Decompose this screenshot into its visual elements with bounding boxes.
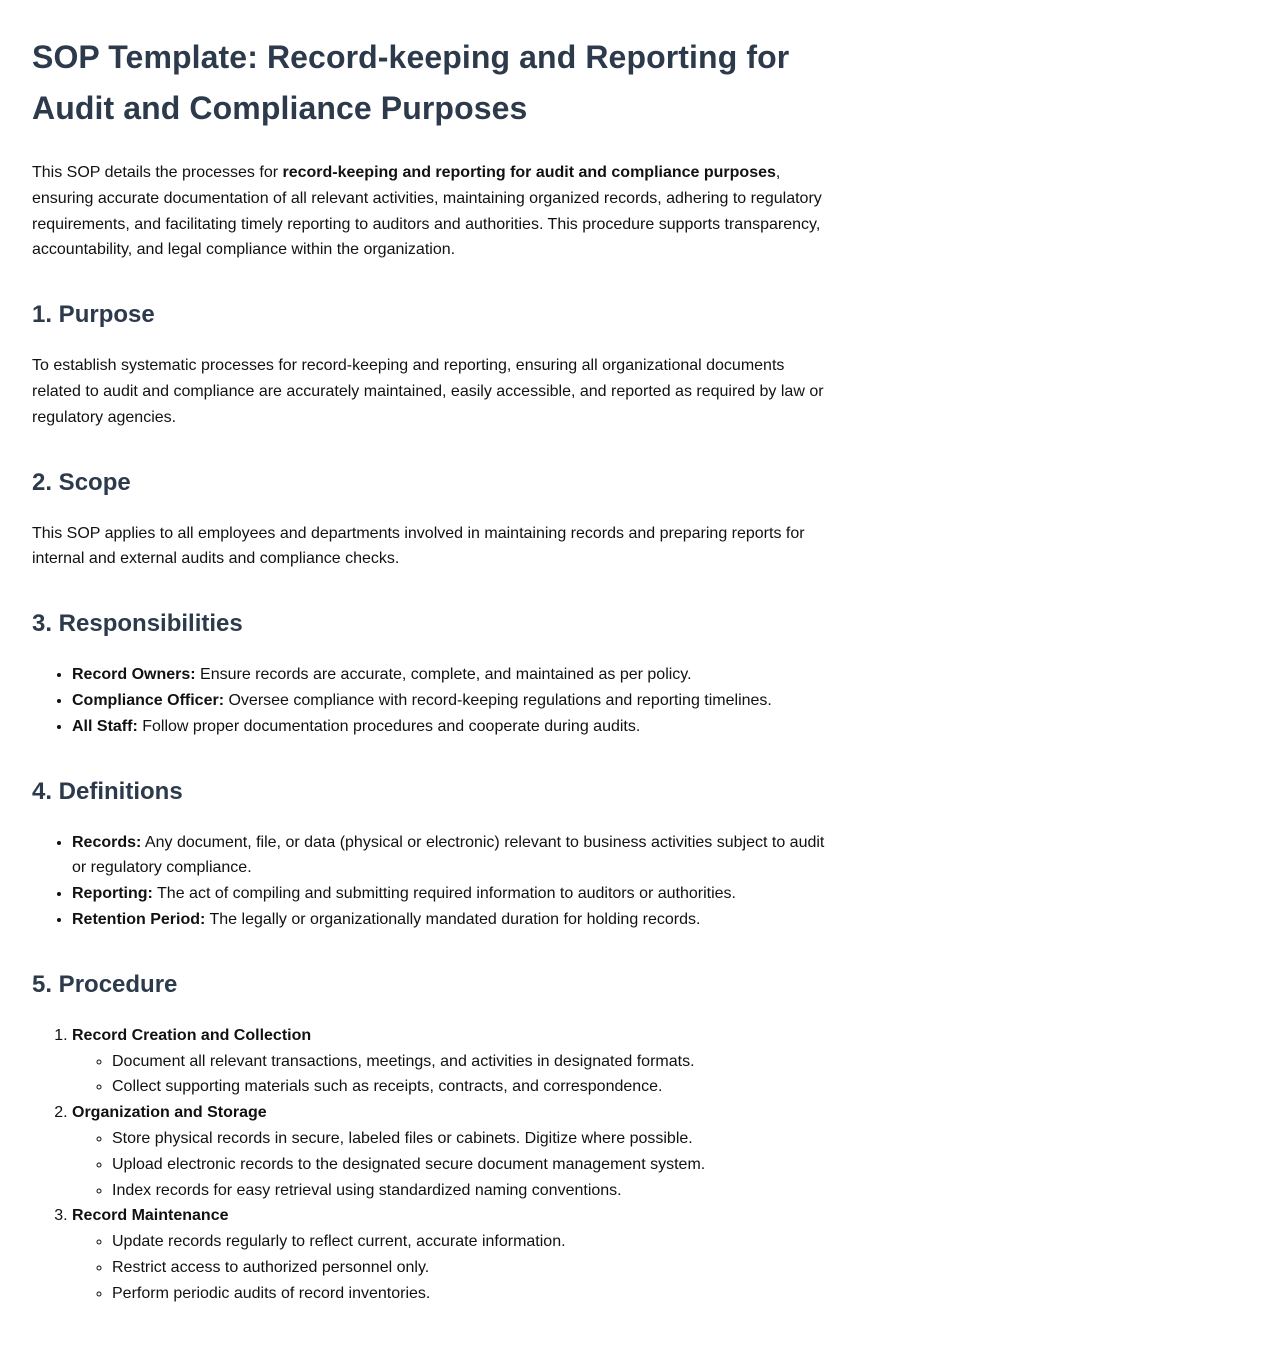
definitions-heading: 4. Definitions [32, 777, 183, 805]
purpose-heading: 1. Purpose [32, 301, 155, 329]
list-item: ◦ Store physical records in secure, labeled files or cabinets. Digitize where possible. [112, 1126, 832, 1152]
list-item-desc: The legally or organizationally mandated duration for holding records. [205, 910, 701, 928]
list-item [72, 714, 832, 740]
scope-heading: 2. Scope [32, 468, 131, 496]
list-item: ◦ Upload electronic records to the designated secure document management system. [112, 1152, 832, 1178]
procedure-substeps [72, 1126, 832, 1203]
responsibilities-heading: 3. Responsibilities [32, 610, 243, 638]
list-item [72, 662, 832, 688]
list-item: ◦ Update records regularly to reflect current, accurate information. [112, 1229, 832, 1255]
list-item: ◦ Perform periodic audits of record inventories. [112, 1281, 832, 1307]
list-item: ◦ Document all relevant transactions, meetings, and activities in designated formats. [112, 1049, 832, 1075]
procedure-step-title: Record Maintenance [72, 1207, 229, 1225]
list-item-desc: Any document, file, or data (physical or electronic) relevant to business activities subject to audit or regulatory compliance. [72, 833, 825, 877]
list-item [72, 830, 832, 882]
page-title: SOP Template: Record-keeping and Reporting for Audit and Compliance Purposes [32, 39, 790, 126]
definitions-list [32, 830, 832, 933]
list-item: ◦ Restrict access to authorized personnel only. [112, 1255, 832, 1281]
procedure-step-title: Record Creation and Collection [72, 1026, 312, 1044]
responsibilities-list [32, 662, 832, 739]
procedure-steps [32, 1023, 832, 1307]
procedure-substeps [72, 1229, 832, 1306]
procedure-step [72, 1023, 832, 1100]
list-item-term: Compliance Officer: [72, 691, 225, 709]
intro-text-end: , ensuring accurate documentation of all relevant activities, maintaining organized records, adhering to regulatory requirements, and facilitating timely reporting to auditors and authorities. This procedure supports transparency, accountability, and legal compliance within the organization. [32, 164, 822, 259]
list-item-term: Retention Period: [72, 910, 206, 928]
list-item-term: Records: [72, 833, 142, 851]
list-item-desc: Follow proper documentation procedures and cooperate during audits. [137, 717, 641, 735]
intro-text-start: This SOP details the processes for [32, 164, 283, 181]
list-item-desc: Oversee compliance with record-keeping regulations and reporting timelines. [224, 691, 772, 709]
procedure-step [72, 1203, 832, 1306]
list-item-term: All Staff: [72, 717, 138, 735]
list-item [72, 688, 832, 714]
list-item-desc: Ensure records are accurate, complete, and maintained as per policy. [195, 666, 692, 684]
scope-text: This SOP applies to all employees and departments involved in maintaining records and preparing reports for internal and external audits and compliance checks. [32, 524, 805, 568]
procedure-heading: 5. Procedure [32, 970, 178, 998]
list-item [72, 881, 832, 907]
procedure-substeps [72, 1049, 832, 1101]
procedure-step [72, 1100, 832, 1203]
list-item-term: Reporting: [72, 885, 153, 903]
list-item-desc: The act of compiling and submitting required information to auditors or authorities. [152, 885, 736, 903]
list-item: ◦ Index records for easy retrieval using standardized naming conventions. [112, 1178, 832, 1204]
list-item: ◦ Collect supporting materials such as receipts, contracts, and correspondence. [112, 1074, 832, 1100]
intro-text-bold: record-keeping and reporting for audit and compliance purposes [282, 164, 776, 181]
purpose-text: To establish systematic processes for record-keeping and reporting, ensuring all organizational documents related to audit and compliance are accurately maintained, easily accessible, and reported as required by law or regulatory agencies. [32, 357, 824, 426]
procedure-step-title: Organization and Storage [72, 1104, 267, 1122]
list-item-term: Record Owners: [72, 666, 196, 684]
intro-paragraph [32, 160, 832, 263]
list-item [72, 907, 832, 933]
